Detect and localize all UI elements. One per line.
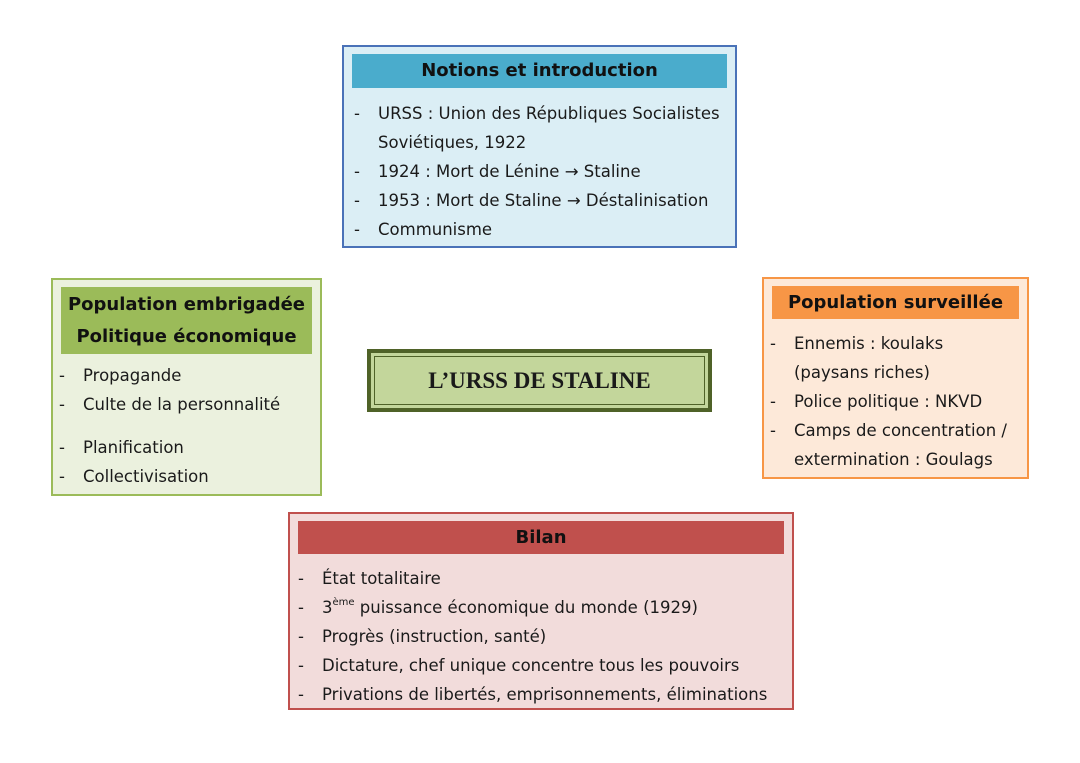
bilan-item-progres: - Progrès (instruction, santé) <box>298 622 784 651</box>
embrigadee-header <box>61 287 312 354</box>
bilan-title: Bilan <box>298 521 784 554</box>
bilan-item-puissance <box>298 593 784 622</box>
bilan-item-dictature: - Dictature, chef unique concentre tous les pouvoirs <box>298 651 784 680</box>
surveillee-title: Population surveillée <box>772 286 1019 319</box>
notions-title: Notions et introduction <box>352 54 727 88</box>
surveillee-box <box>762 277 1029 479</box>
notions-list <box>354 99 727 244</box>
bilan-list <box>298 564 784 709</box>
bilan-box <box>288 512 794 710</box>
central-title: L’URSS DE STALINE <box>374 356 705 405</box>
surveillee-item-ennemis: - Ennemis : koulaks (paysans riches) <box>770 329 1019 387</box>
bilan-rank-suffix: ème <box>332 597 355 608</box>
notions-item-communisme: - Communisme <box>354 215 727 244</box>
embrigadee-box <box>51 278 322 496</box>
notions-box <box>342 45 737 248</box>
notions-item-1953: - 1953 : Mort de Staline → Déstalinisation <box>354 186 727 215</box>
embrigadee-list <box>59 361 312 491</box>
notions-item-1924: - 1924 : Mort de Lénine → Staline <box>354 157 727 186</box>
embrigadee-title: Population embrigadée <box>67 294 306 315</box>
surveillee-item-police: - Police politique : NKVD <box>770 387 1019 416</box>
bilan-item-privations: - Privations de libertés, emprisonnements, éliminations <box>298 680 784 709</box>
bilan-item-etat: - État totalitaire <box>298 564 784 593</box>
surveillee-item-camps: - Camps de concentration / extermination : Goulags <box>770 416 1019 474</box>
embrigadee-item-planification: - Planification <box>59 433 312 462</box>
surveillee-list <box>770 329 1019 474</box>
politique-economique-title: Politique économique <box>76 326 297 347</box>
bilan-puissance-text: puissance économique du monde (1929) <box>359 598 698 617</box>
central-title-box <box>367 349 712 412</box>
bilan-rank-number: 3 <box>322 598 333 617</box>
embrigadee-item-collectivisation: - Collectivisation <box>59 462 312 491</box>
embrigadee-item-culte: - Culte de la personnalité <box>59 390 312 419</box>
embrigadee-item-propagande: - Propagande <box>59 361 312 390</box>
notions-item-urss: - URSS : Union des Républiques Socialistes Soviétiques, 1922 <box>354 99 727 157</box>
